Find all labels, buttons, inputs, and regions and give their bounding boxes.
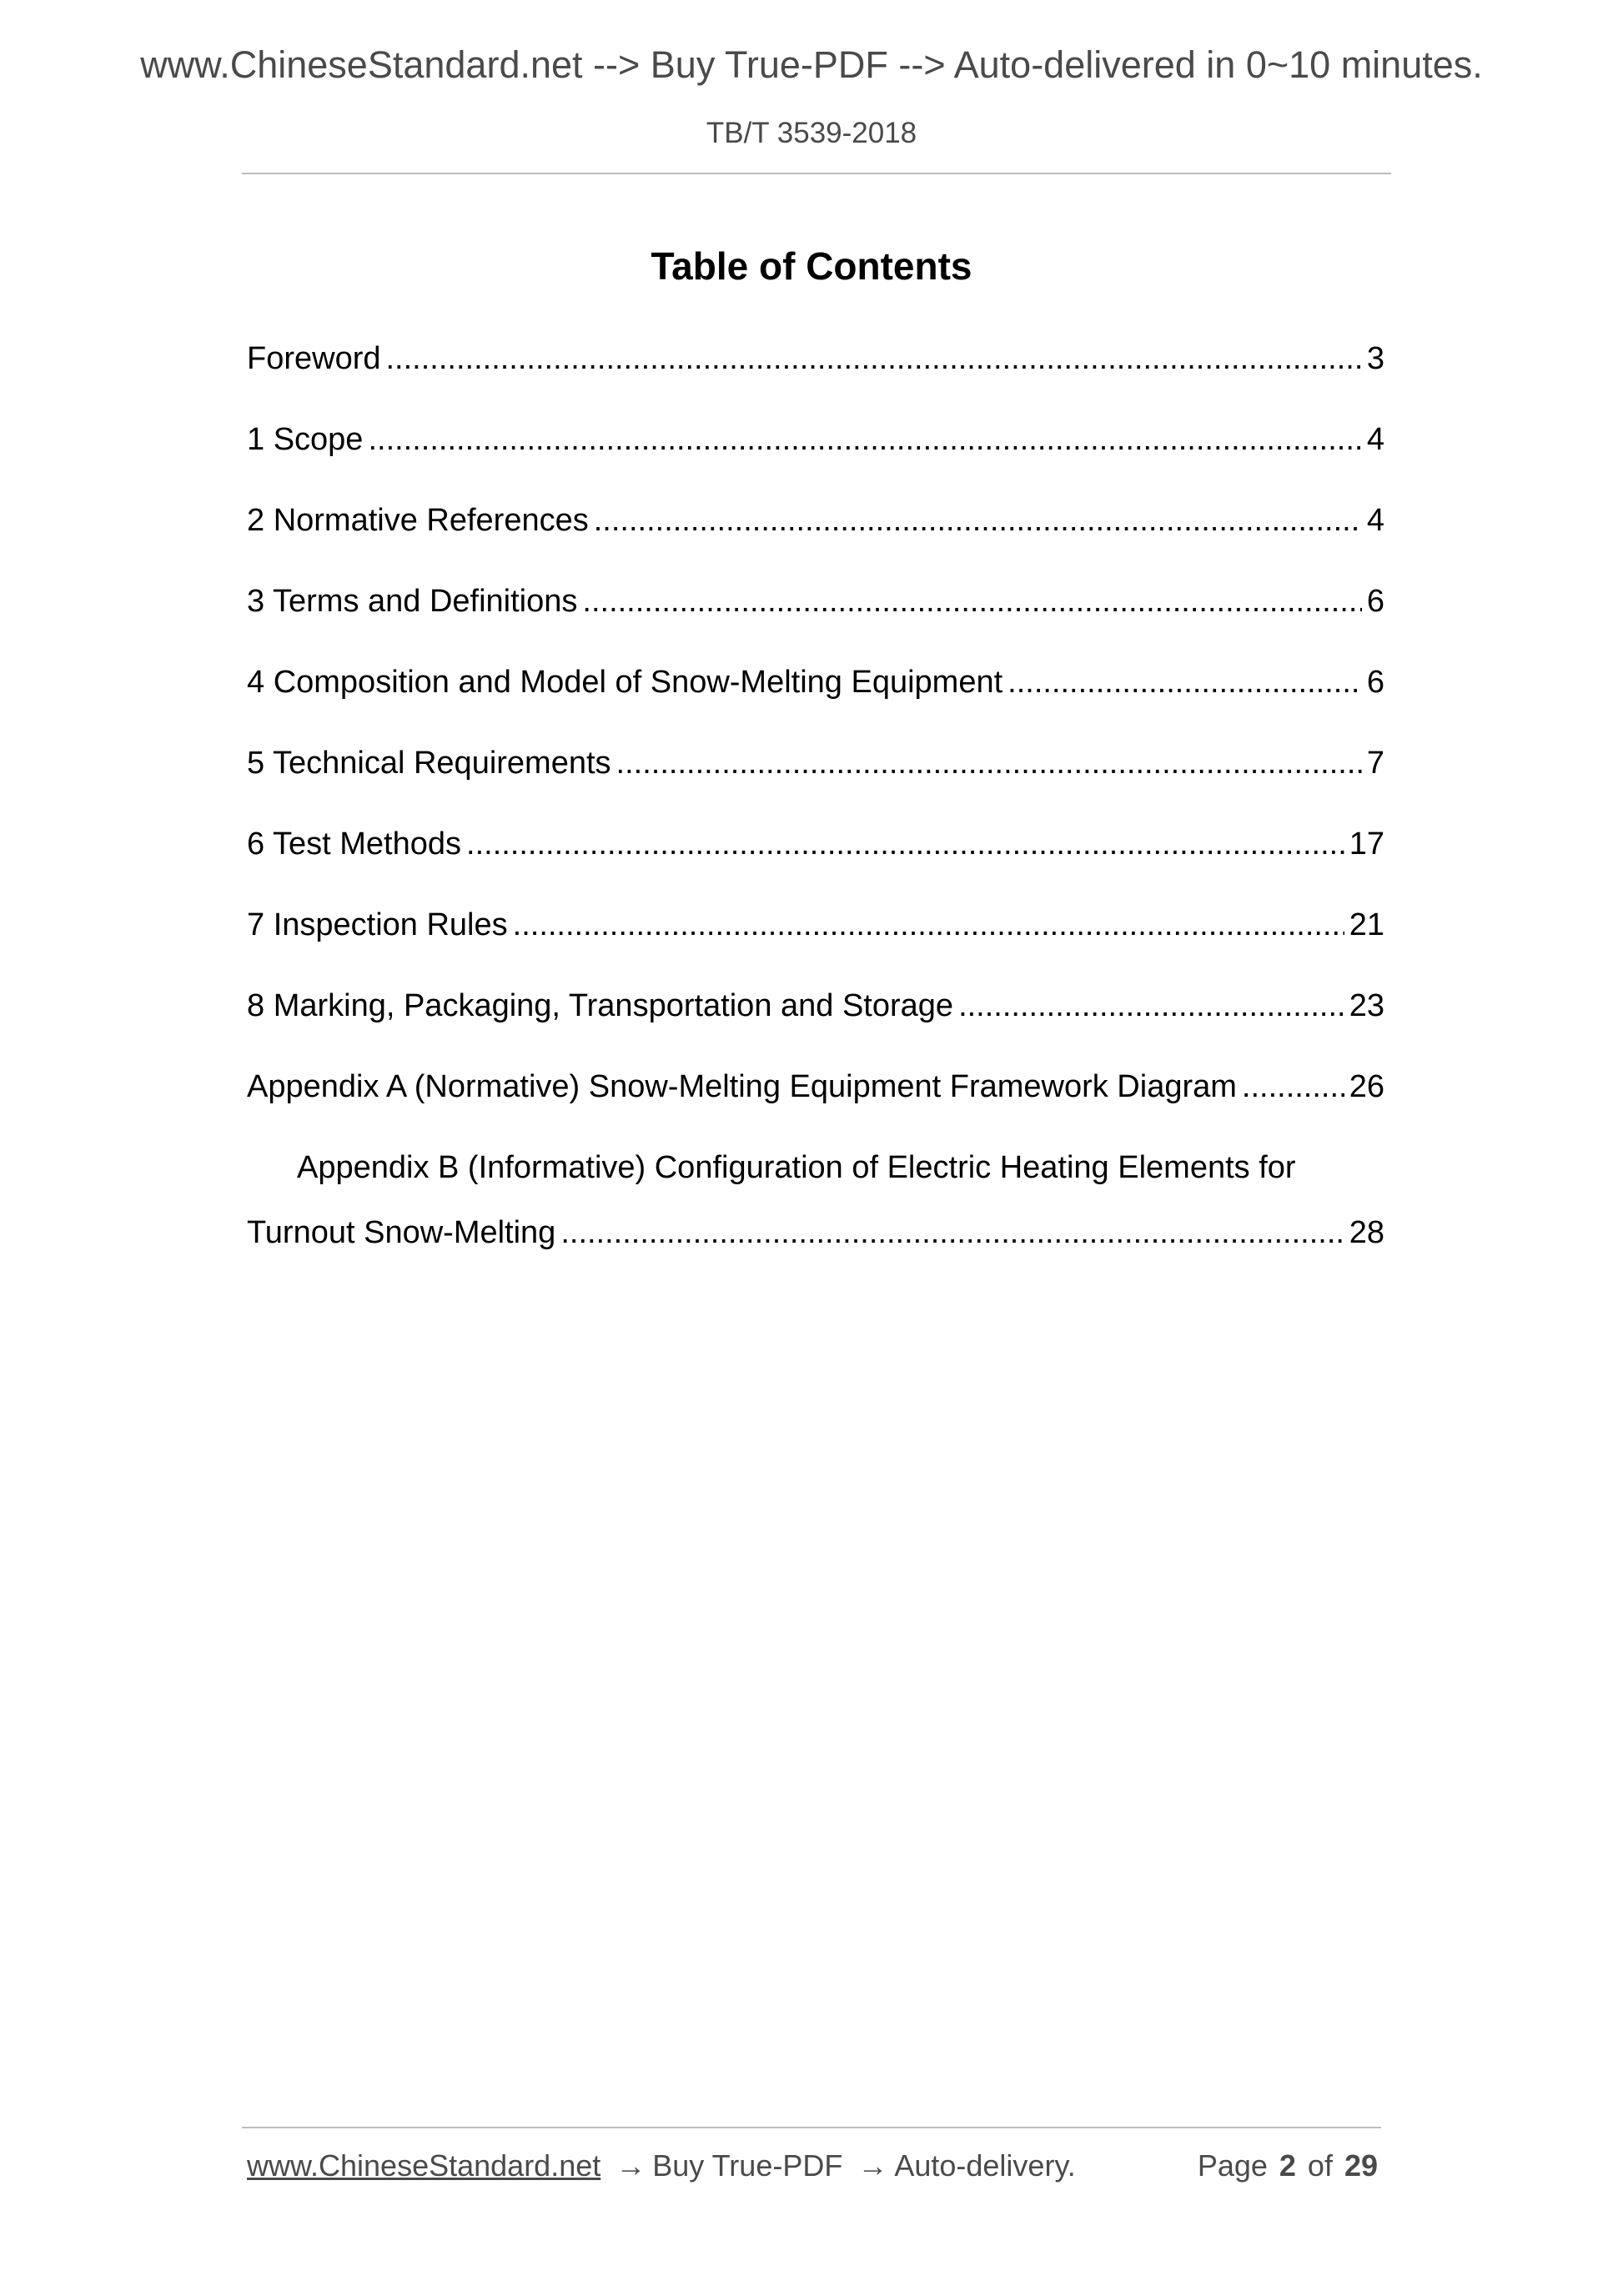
toc-entry-label-line2: Turnout Snow-Melting: [247, 1215, 556, 1250]
document-number: TB/T 3539-2018: [706, 117, 917, 149]
page-indicator: [1198, 2148, 1378, 2183]
table-of-contents: [247, 334, 1384, 1258]
of-word: of: [1307, 2148, 1333, 2183]
current-page-number: 2: [1279, 2148, 1296, 2183]
arrow-right-icon: →: [857, 2148, 888, 2183]
toc-entry-normative-references[interactable]: [247, 495, 1384, 576]
toc-entry-label: 3 Terms and Definitions: [247, 584, 578, 619]
footer-site-link[interactable]: www.ChineseStandard.net: [247, 2148, 601, 2183]
toc-entry-page: 17: [1349, 826, 1384, 862]
dot-leader: [560, 1208, 1344, 1258]
toc-entry-foreword[interactable]: [247, 334, 1384, 414]
toc-entry-test-methods[interactable]: [247, 819, 1384, 900]
footer-divider: [242, 2127, 1381, 2128]
toc-entry-page: 6: [1366, 584, 1384, 619]
toc-entry-marking-packaging[interactable]: [247, 981, 1384, 1062]
toc-entry-scope[interactable]: [247, 414, 1384, 495]
total-pages-number: 29: [1344, 2148, 1378, 2183]
dot-leader: [1242, 1062, 1344, 1112]
toc-entry-composition-model[interactable]: [247, 657, 1384, 738]
footer-delivery-text: Auto-delivery.: [894, 2148, 1076, 2183]
toc-entry-page: 3: [1366, 341, 1384, 376]
toc-entry-page: 23: [1349, 988, 1384, 1023]
toc-entry-technical-requirements[interactable]: [247, 738, 1384, 819]
toc-entry-label: 6 Test Methods: [247, 826, 462, 862]
dot-leader: [594, 495, 1362, 545]
toc-entry-page: 26: [1349, 1069, 1384, 1104]
dot-leader: [466, 819, 1344, 869]
dot-leader: [616, 738, 1362, 788]
toc-entry-page: 6: [1366, 665, 1384, 700]
footer-buy-text: Buy True-PDF: [652, 2148, 843, 2183]
dot-leader: [582, 576, 1361, 626]
header-divider: [242, 173, 1391, 174]
toc-entry-appendix-a[interactable]: [247, 1062, 1384, 1143]
page-word: Page: [1197, 2148, 1268, 2183]
toc-entry-terms-definitions[interactable]: [247, 576, 1384, 657]
toc-entry-label: Appendix A (Normative) Snow-Melting Equipment Framework Diagram: [247, 1069, 1237, 1104]
toc-entry-page: 4: [1366, 503, 1384, 538]
dot-leader: [368, 414, 1361, 465]
dot-leader: [386, 334, 1362, 384]
toc-entry-page: 4: [1366, 422, 1384, 457]
footer-promo: [247, 2148, 1076, 2183]
toc-title: Table of Contents: [651, 244, 972, 288]
toc-entry-appendix-b[interactable]: [247, 1143, 1384, 1258]
toc-entry-label: Foreword: [247, 341, 381, 376]
toc-entry-label: 8 Marking, Packaging, Transportation and Storage: [247, 988, 954, 1023]
dot-leader: [958, 981, 1344, 1031]
toc-entry-label: 2 Normative References: [247, 503, 589, 538]
dot-leader: [513, 900, 1344, 950]
dot-leader: [1007, 657, 1362, 707]
toc-entry-label-line1: Appendix B (Informative) Configuration of Electric Heating Elements for: [297, 1150, 1296, 1185]
arrow-right-icon: →: [616, 2148, 646, 2183]
toc-entry-label: 7 Inspection Rules: [247, 907, 508, 942]
page-footer: [247, 2148, 1378, 2183]
toc-entry-label: 4 Composition and Model of Snow-Melting Equipment: [247, 665, 1003, 700]
toc-entry-label: 1 Scope: [247, 422, 364, 457]
site-banner: www.ChineseStandard.net --> Buy True-PDF --> Auto-delivered in 0~10 minutes.: [140, 43, 1483, 86]
toc-entry-page: 7: [1366, 746, 1384, 781]
toc-entry-inspection-rules[interactable]: [247, 900, 1384, 981]
toc-entry-label: 5 Technical Requirements: [247, 746, 611, 781]
toc-entry-page: 21: [1349, 907, 1384, 942]
toc-entry-page: 28: [1349, 1215, 1384, 1250]
